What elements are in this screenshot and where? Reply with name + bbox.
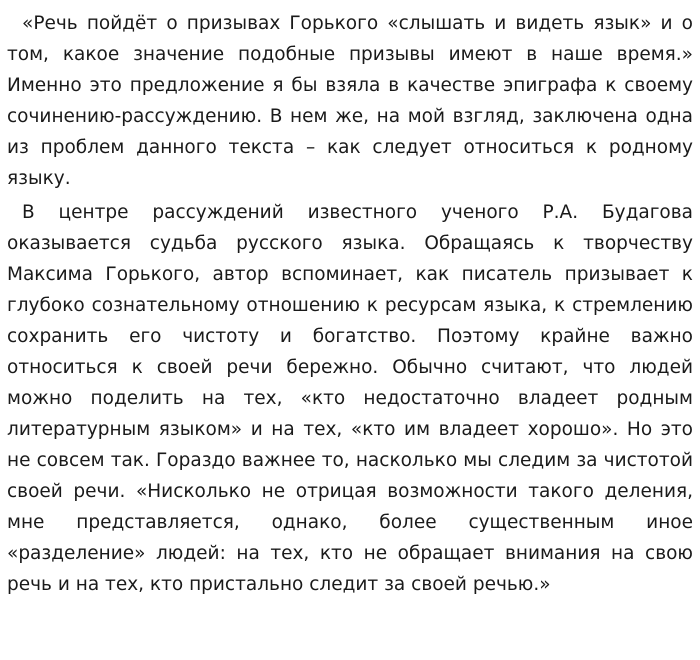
paragraph-intro: «Речь пойдёт о призывах Горького «слышать и видеть язык» и о том, какое значение подобные призывы имеют в наше время.» Именно это предложение я бы взяла в качестве эпиграфа к своему сочинению-рассуждению. В нем же, на мой взгляд, заключена одна из проблем данного текста – как следует относиться к родному языку.: [7, 13, 693, 189]
paragraph-main: В центре рассуждений известного ученого Р.А. Будагова оказывается судьба русского языка. Обращаясь к творчеству Максима Горького, автор вспоминает, как писатель призывает к глубоко сознательному отношению к ресурсам языка, к стремлению сохранить его чистоту и богатство. Поэтому крайне важно относиться к своей речи бережно. Обычно считают, что людей можно поделить на тех, «кто недостаточно владеет родным литературным языком» и на тех, «кто им владеет хорошо». Но это не совсем так. Гораздо важнее то, насколько мы следим за чистотой своей речи. «Нисколько не отрицая возможности такого деления, мне представляется, однако, более существенным иное «разделение» людей: на тех, кто не обращает внимания на свою речь и на тех, кто пристально следит за своей речью.»: [7, 202, 693, 595]
essay-text: [7, 8, 693, 600]
